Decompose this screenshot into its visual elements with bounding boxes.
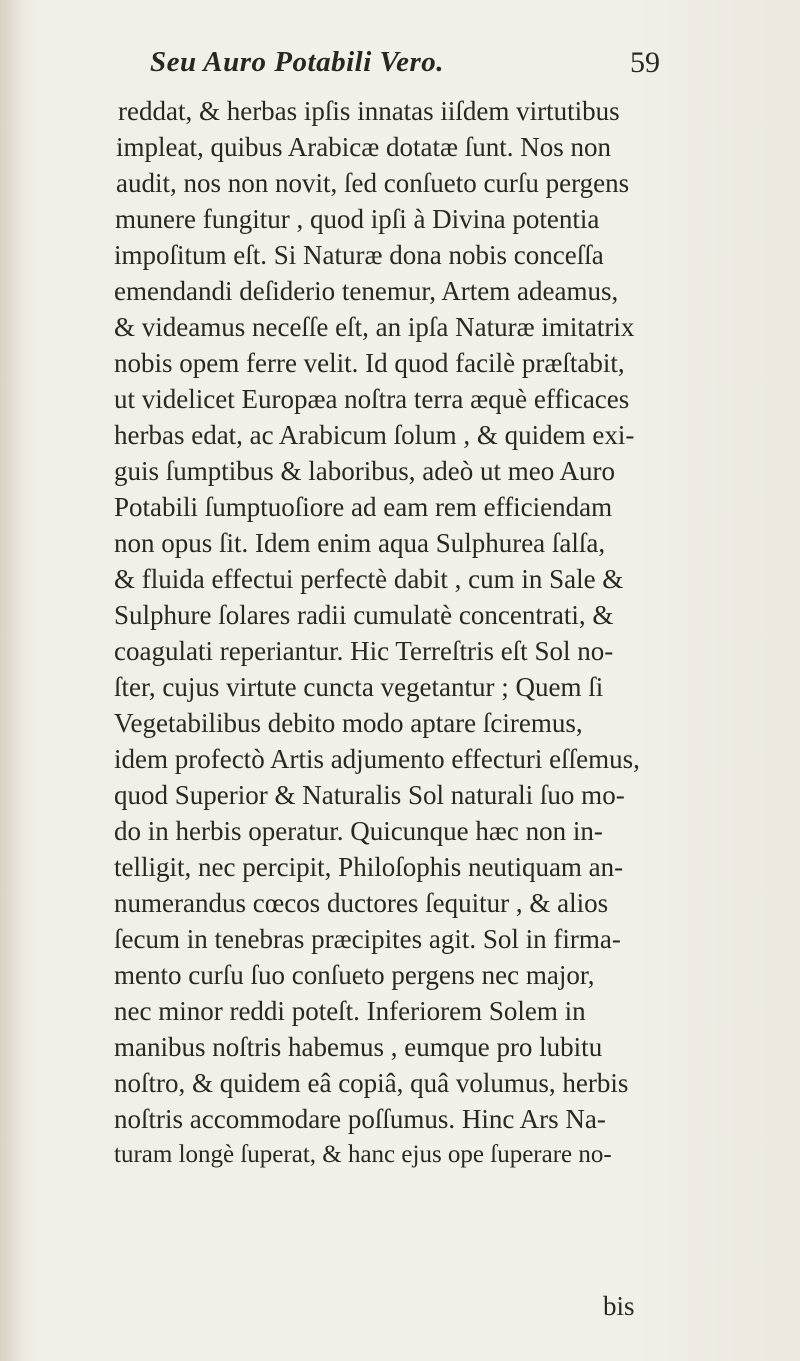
text-line: impoſitum eſt. Si Naturæ dona nobis conceſſa	[114, 240, 604, 270]
text-line: non opus ſit. Idem enim aqua Sulphurea ſalſa,	[114, 528, 606, 558]
text-line: impleat, quibus Arabicæ dotatæ ſunt. Nos non	[116, 132, 611, 162]
page-header	[150, 46, 660, 86]
text-line: nobis opem ferre velit. Id quod facilè præſtabit,	[114, 348, 625, 378]
text-line: nec minor reddi poteſt. Inferiorem Solem in	[114, 996, 586, 1026]
text-line: manibus noſtris habemus , eumque pro lubitu	[114, 1032, 603, 1062]
text-line: reddat, & herbas ipſis innatas iiſdem virtutibus	[118, 96, 620, 126]
page-number: 59	[630, 46, 660, 79]
text-line: do in herbis operatur. Quicunque hæc non in-	[114, 816, 603, 846]
text-line: ſter, cujus virtute cuncta vegetantur ; Quem ſi	[114, 672, 604, 702]
text-line: & videamus neceſſe eſt, an ipſa Naturæ imitatrix	[114, 312, 635, 342]
text-line: audit, nos non novit, ſed conſueto curſu pergens	[116, 168, 630, 198]
text-line: telligit, nec percipit, Philoſophis neutiquam an-	[114, 852, 624, 882]
text-line: numerandus cœcos ductores ſequitur , & alios	[114, 888, 609, 918]
text-line: quod Superior & Naturalis Sol naturali ſuo mo-	[114, 780, 625, 810]
text-line: ut videlicet Europæa noſtra terra æquè efficaces	[114, 384, 630, 414]
catchword: bis	[603, 1291, 635, 1321]
text-line: & fluida effectui perfectè dabit , cum in Sale &	[114, 564, 624, 594]
text-line: noſtris accommodare poſſumus. Hinc Ars Na-	[114, 1104, 606, 1134]
text-line: idem profectò Artis adjumento effecturi eſſemus,	[114, 744, 640, 774]
text-line: coagulati reperiantur. Hic Terreſtris eſt Sol no-	[114, 636, 614, 666]
text-line: Potabili ſumptuoſiore ad eam rem efficiendam	[114, 492, 613, 522]
text-line: munere fungitur , quod ipſi à Divina potentia	[115, 204, 600, 234]
text-line: Vegetabilibus debito modo aptare ſciremus,	[114, 708, 583, 738]
text-line: turam longè ſuperat, & hanc ejus ope ſuperare no-	[114, 1141, 612, 1168]
text-line: guis ſumptibus & laboribus, adeò ut meo Auro	[114, 456, 615, 486]
text-line: ſecum in tenebras præcipites agit. Sol in firma-	[114, 924, 621, 954]
text-line: noſtro, & quidem eâ copiâ, quâ volumus, herbis	[114, 1068, 629, 1098]
running-head: Seu Auro Potabili Vero.	[150, 46, 445, 78]
text-line: Sulphure ſolares radii cumulatè concentrati, &	[114, 600, 614, 630]
text-line: emendandi deſiderio tenemur, Artem adeamus,	[114, 276, 619, 306]
text-line: mento curſu ſuo conſueto pergens nec major,	[114, 960, 595, 990]
text-line: herbas edat, ac Arabicum ſolum , & quidem exi-	[114, 420, 635, 450]
